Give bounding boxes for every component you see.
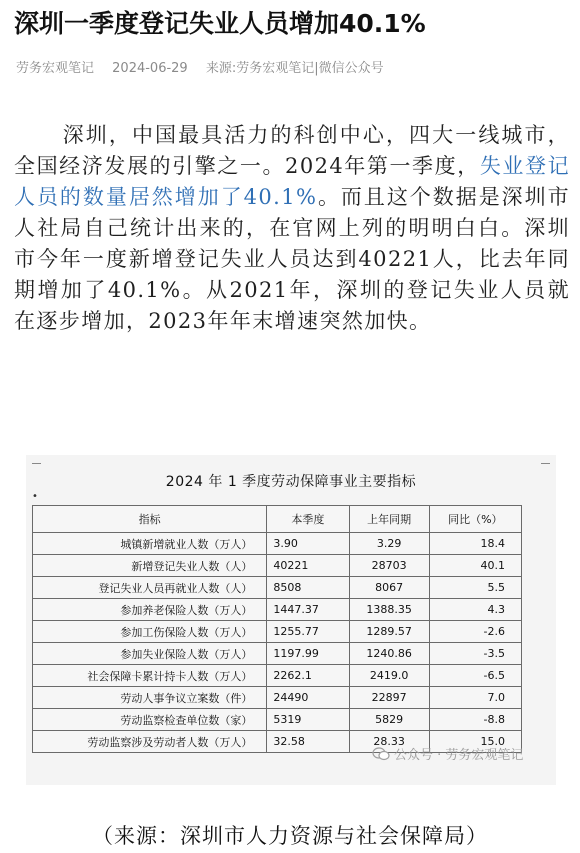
table-row [33, 665, 522, 687]
yoy-cell: 7.0 [429, 687, 521, 709]
article-title: 深圳一季度登记失业人员增加40.1% [14, 9, 426, 38]
paragraph-text-2: 。而且这个数据是深圳市人社局自己统计出来的，在官网上列的明明白白。深圳市今年一度新增登记失业人员达到40221人，比去年同期增加了40.1%。从2021年，深圳的登记失业人员就在逐步增加，2023年年末增速突然加快。 [14, 185, 570, 333]
header-current: 本季度 [267, 506, 349, 533]
indicator-cell: 城镇新增就业人数（万人） [33, 533, 267, 555]
table-row [33, 533, 522, 555]
current-cell: 40221 [267, 555, 349, 577]
yoy-cell: -8.8 [429, 709, 521, 731]
article-paragraph [14, 120, 570, 337]
indicator-cell: 劳动监察涉及劳动者人数（万人） [33, 731, 267, 753]
current-cell: 8508 [267, 577, 349, 599]
header-yoy: 同比（%） [429, 506, 521, 533]
yoy-cell: -2.6 [429, 621, 521, 643]
indicator-cell: 劳动人事争议立案数（件） [33, 687, 267, 709]
table-row [33, 687, 522, 709]
previous-cell: 28703 [349, 555, 429, 577]
table-row [33, 577, 522, 599]
indicator-cell: 登记失业人员再就业人数（人） [33, 577, 267, 599]
table-title: 2024 年 1 季度劳动保障事业主要指标 [165, 474, 417, 490]
indicator-cell: 参加工伤保险人数（万人） [33, 621, 267, 643]
current-cell: 1197.99 [267, 643, 349, 665]
indicator-cell: 社会保障卡累计持卡人数（万人） [33, 665, 267, 687]
paragraph-mark: • [32, 491, 38, 502]
paragraph-text-1: 深圳，中国最具活力的科创中心，四大一线城市，全国经济发展的引擎之一。2024年第一季度， [14, 123, 570, 178]
author-link[interactable]: 劳务宏观笔记 [16, 61, 95, 76]
table-header-row [33, 506, 522, 533]
yoy-cell: 40.1 [429, 555, 521, 577]
paragraph-highlight: 失业登记人员的数量居然增加了40.1% [14, 154, 570, 209]
article-meta [16, 57, 384, 76]
table-row [33, 709, 522, 731]
indicator-table [32, 505, 522, 753]
table-row [33, 555, 522, 577]
previous-cell: 1289.57 [349, 621, 429, 643]
current-cell: 24490 [267, 687, 349, 709]
current-cell: 1255.77 [267, 621, 349, 643]
yoy-cell: 5.5 [429, 577, 521, 599]
table-row [33, 643, 522, 665]
table-image [26, 455, 556, 785]
yoy-cell: -3.5 [429, 643, 521, 665]
previous-cell: 28.33 [349, 731, 429, 753]
watermark [372, 744, 523, 763]
yoy-cell: 18.4 [429, 533, 521, 555]
indicator-cell: 参加养老保险人数（万人） [33, 599, 267, 621]
yoy-cell: 15.0 [429, 731, 521, 753]
current-cell: 2262.1 [267, 665, 349, 687]
watermark-text: 公众号 · 劳务宏观笔记 [394, 748, 524, 763]
previous-cell: 22897 [349, 687, 429, 709]
source-text: 来源:劳务宏观笔记|微信公众号 [205, 61, 384, 76]
publish-date: 2024-06-29 [112, 61, 188, 76]
previous-cell: 3.29 [349, 533, 429, 555]
source-caption: （来源：深圳市人力资源与社会保障局） [92, 824, 488, 848]
current-cell: 3.90 [267, 533, 349, 555]
table-row [33, 621, 522, 643]
indicator-cell: 新增登记失业人数（人） [33, 555, 267, 577]
wechat-icon [372, 747, 390, 761]
header-previous: 上年同期 [349, 506, 429, 533]
yoy-cell: 4.3 [429, 599, 521, 621]
current-cell: 5319 [267, 709, 349, 731]
previous-cell: 1388.35 [349, 599, 429, 621]
previous-cell: 8067 [349, 577, 429, 599]
current-cell: 32.58 [267, 731, 349, 753]
indicator-cell: 劳动监察检查单位数（家） [33, 709, 267, 731]
previous-cell: 1240.86 [349, 643, 429, 665]
header-indicator: 指标 [33, 506, 267, 533]
current-cell: 1447.37 [267, 599, 349, 621]
table-row [33, 599, 522, 621]
previous-cell: 2419.0 [349, 665, 429, 687]
indicator-cell: 参加失业保险人数（万人） [33, 643, 267, 665]
previous-cell: 5829 [349, 709, 429, 731]
yoy-cell: -6.5 [429, 665, 521, 687]
